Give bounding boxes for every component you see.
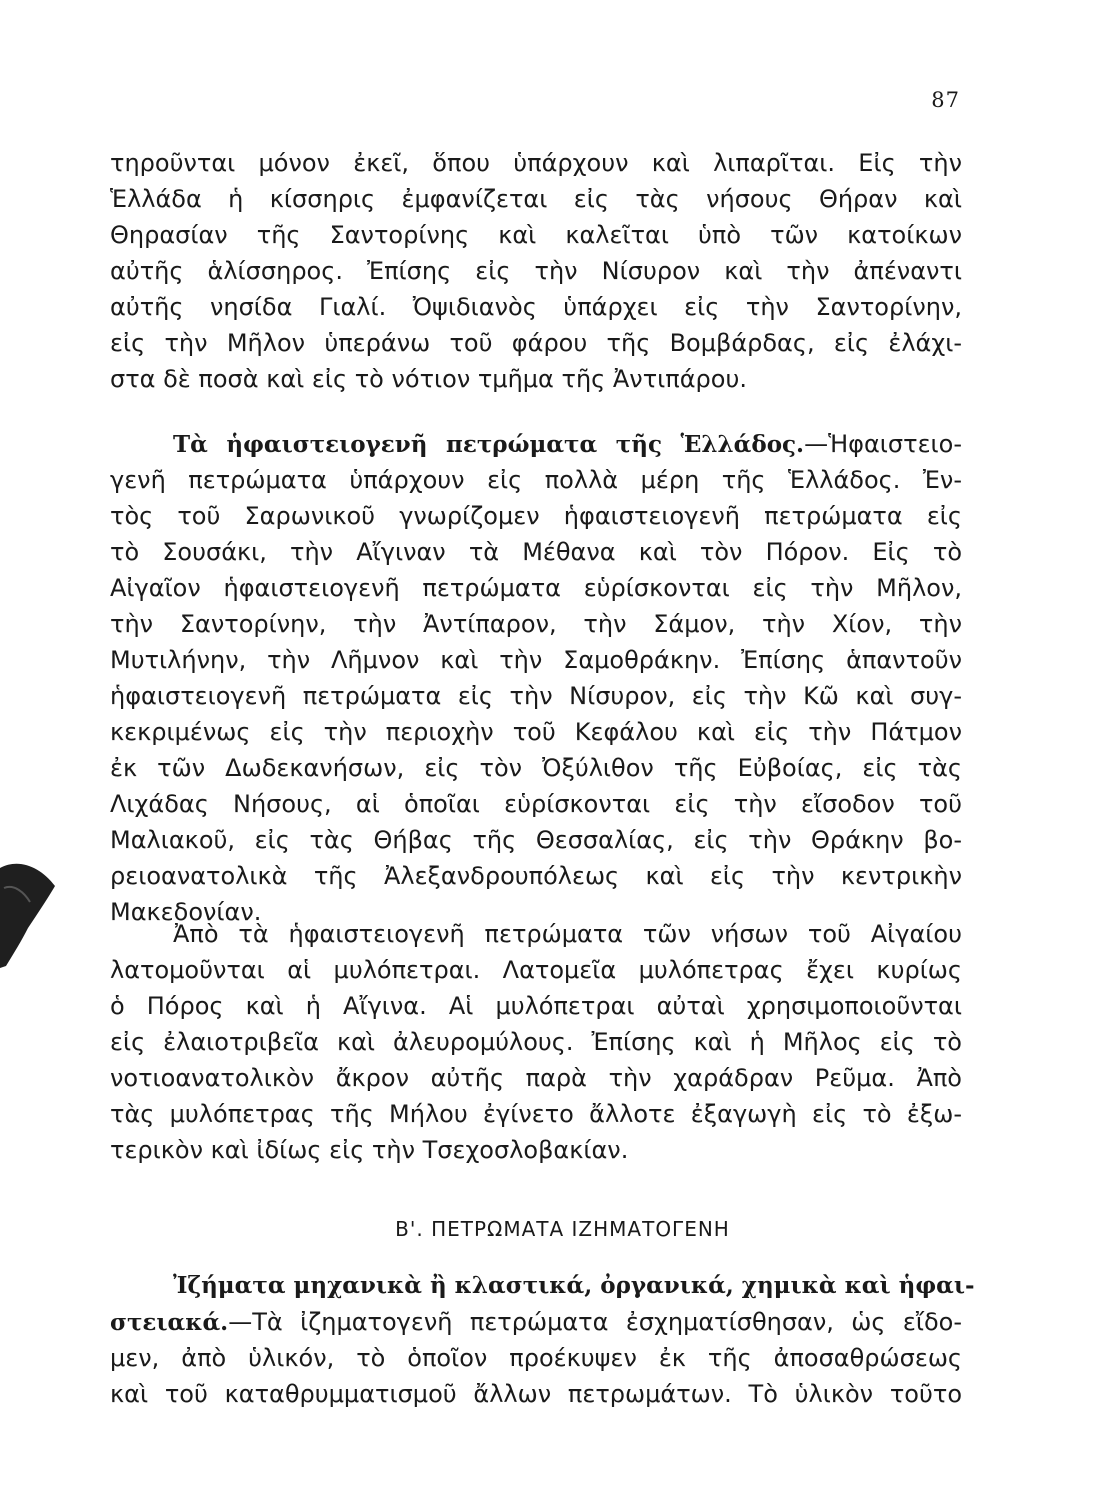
text-line: τὰς μυλόπετρας τῆς Μήλου ἐγίνετο ἄλλοτε ἐξαγωγὴ εἰς τὸ ἐξω-	[110, 1100, 962, 1128]
text-line: Μαλιακοῦ, εἰς τὰς Θήβας τῆς Θεσσαλίας, εἰς τὴν Θράκην βο-	[110, 826, 962, 854]
text-line: λατομοῦνται αἱ μυλόπετραι. Λατομεῖα μυλόπετρας ἔχει κυρίως	[110, 956, 962, 984]
text-line: ἡφαιστειογενῆ πετρώματα εἰς τὴν Νίσυρον, εἰς τὴν Κῶ καὶ συγ-	[110, 682, 962, 710]
text-line: τὸς τοῦ Σαρωνικοῦ γνωρίζομεν ἡφαιστειογενῆ πετρώματα εἰς	[110, 502, 962, 530]
text-line: τὴν Σαντορίνην, τὴν Ἀντίπαρον, τὴν Σάμον, τὴν Χίον, τὴν	[110, 610, 962, 638]
text-line: τηροῦνται μόνον ἐκεῖ, ὅπου ὑπάρχουν καὶ λιπαρῖται. Εἰς τὴν	[110, 149, 962, 177]
text-line: καὶ τοῦ καταθρυμματισμοῦ ἄλλων πετρωμάτων. Τὸ ὑλικὸν τοῦτο	[110, 1380, 962, 1408]
text-line: Ἑλλάδα ἡ κίσσηρις ἐμφανίζεται εἰς τὰς νήσους Θήραν καὶ	[110, 185, 962, 213]
text-line: Ἀπὸ τὰ ἡφαιστειογενῆ πετρώματα τῶν νήσων τοῦ Αἰγαίου	[173, 920, 962, 948]
paragraph-2-first-line-rest: —Ἡφαιστειο-	[804, 430, 962, 458]
text-line: τὸ Σουσάκι, τὴν Αἴγιναν τὰ Μέθανα καὶ τὸν Πόρον. Εἰς τὸ	[110, 538, 962, 566]
section-heading: Β'. ΠΕΤΡΩΜΑΤΑ ΙΖΗΜΑΤΟΓΕΝΗ	[395, 1217, 730, 1241]
text-line: αὐτῆς ἁλίσσηρος. Ἐπίσης εἰς τὴν Νίσυρον καὶ τὴν ἀπέναντι	[110, 257, 962, 285]
text-line: αὐτῆς νησίδα Γιαλί. Ὀψιδιανὸς ὑπάρχει εἰς τὴν Σαντορίνην,	[110, 293, 962, 321]
text-line: εἰς ἐλαιοτριβεῖα καὶ ἀλευρομύλους. Ἐπίσης καὶ ἡ Μῆλος εἰς τὸ	[110, 1028, 962, 1056]
text-line: νοτιοανατολικὸν ἄκρον αὐτῆς παρὰ τὴν χαράδραν Ρεῦμα. Ἀπὸ	[110, 1064, 962, 1092]
text-line: Μυτιλήνην, τὴν Λῆμνον καὶ τὴν Σαμοθράκην. Ἐπίσης ἁπαντοῦν	[110, 646, 962, 674]
text-line: Λιχάδας Νήσους, αἱ ὁποῖαι εὑρίσκονται εἰς τὴν εἴσοδον τοῦ	[110, 790, 962, 818]
paragraph-4-title-end: στειακά.	[110, 1309, 229, 1336]
paragraph-2-first-line	[110, 426, 962, 462]
paragraph-4	[110, 1268, 975, 1412]
text-line: τερικὸν καὶ ἰδίως εἰς τὴν Τσεχοσλοβακίαν.	[110, 1136, 629, 1164]
text-line: μεν, ἀπὸ ὑλικόν, τὸ ὁποῖον προέκυψεν ἐκ τῆς ἀποσαθρώσεως	[110, 1344, 962, 1372]
text-line: Μακεδονίαν.	[110, 898, 262, 926]
paragraph-3	[110, 916, 962, 1168]
paragraph-2-title: Τὰ ἡφαιστειογενῆ πετρώματα τῆς Ἑλλάδος.	[173, 431, 805, 458]
text-line: Θηρασίαν τῆς Σαντορίνης καὶ καλεῖται ὑπὸ τῶν κατοίκων	[110, 221, 962, 249]
text-line: γενῆ πετρώματα ὑπάρχουν εἰς πολλὰ μέρη τῆς Ἑλλάδος. Ἐν-	[110, 466, 962, 494]
text-line: ἐκ τῶν Δωδεκανήσων, εἰς τὸν Ὀξύλιθον τῆς Εὐβοίας, εἰς τὰς	[110, 754, 962, 782]
text-line: εἰς τὴν Μῆλον ὑπεράνω τοῦ φάρου τῆς Βομβάρδας, εἰς ἐλάχι-	[110, 329, 962, 357]
text-line: στα δὲ ποσὰ καὶ εἰς τὸ νότιον τμῆμα τῆς Ἀντιπάρου.	[110, 365, 747, 393]
paragraph-4-second-line-rest: —Τὰ ἰζηματογενῆ πετρώματα ἐσχηματίσθησαν, ὡς εἴδο-	[228, 1308, 962, 1336]
text-line: ὁ Πόρος καὶ ἡ Αἴγινα. Αἱ μυλόπετραι αὐταὶ χρησιμοποιοῦνται	[110, 992, 962, 1020]
text-line: Αἰγαῖον ἡφαιστειογενῆ πετρώματα εὑρίσκονται εἰς τὴν Μῆλον,	[110, 574, 962, 602]
paragraph-2	[110, 426, 962, 930]
paragraph-1	[110, 145, 962, 397]
page-number: 87	[931, 88, 960, 112]
ink-smudge-icon	[0, 858, 60, 968]
text-line: κεκριμένως εἰς τὴν περιοχὴν τοῦ Κεφάλου καὶ εἰς τὴν Πάτμον	[110, 718, 962, 746]
paragraph-4-title-line: Ἰζήματα μηχανικὰ ἢ κλαστικά, ὀργανικά, χημικὰ καὶ ἡφαι-	[173, 1272, 975, 1299]
text-line: ρειοανατολικὰ τῆς Ἀλεξανδρουπόλεως καὶ εἰς τὴν κεντρικὴν	[110, 862, 962, 890]
paragraph-4-second-line	[110, 1304, 962, 1340]
